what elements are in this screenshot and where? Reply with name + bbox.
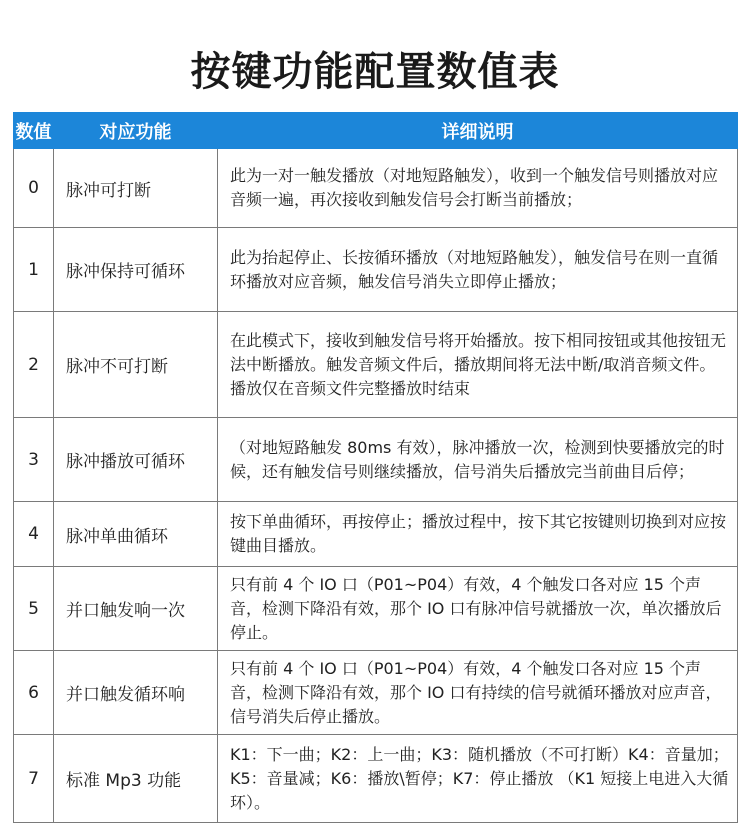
row-function: 脉冲单曲循环 bbox=[54, 502, 218, 567]
row-value: 2 bbox=[14, 312, 54, 418]
header-description: 详细说明 bbox=[218, 113, 738, 149]
table-row bbox=[14, 418, 738, 502]
row-description: （对地短路触发 80ms 有效），脉冲播放一次，检测到快要播放完的时候，还有触发信号则继续播放，信号消失后播放完当前曲目后停； bbox=[218, 418, 738, 502]
row-description: 在此模式下，接收到触发信号将开始播放。按下相同按钮或其他按钮无法中断播放。触发音频文件后，播放期间将无法中断/取消音频文件。播放仅在音频文件完整播放时结束 bbox=[218, 312, 738, 418]
row-function: 脉冲播放可循环 bbox=[54, 418, 218, 502]
row-function: 并口触发响一次 bbox=[54, 567, 218, 651]
row-value: 4 bbox=[14, 502, 54, 567]
row-function: 脉冲可打断 bbox=[54, 149, 218, 228]
table-row bbox=[14, 651, 738, 735]
row-value: 3 bbox=[14, 418, 54, 502]
row-description: 只有前 4 个 IO 口（P01~P04）有效，4 个触发口各对应 15 个声音，检测下降沿有效，那个 IO 口有脉冲信号就播放一次，单次播放后停止。 bbox=[218, 567, 738, 651]
row-value: 7 bbox=[14, 735, 54, 823]
header-function: 对应功能 bbox=[54, 113, 218, 149]
row-description: 此为抬起停止、长按循环播放（对地短路触发），触发信号在则一直循环播放对应音频，触发信号消失立即停止播放； bbox=[218, 228, 738, 312]
row-description: 此为一对一触发播放（对地短路触发），收到一个触发信号则播放对应音频一遍，再次接收到触发信号会打断当前播放； bbox=[218, 149, 738, 228]
row-function: 并口触发循环响 bbox=[54, 651, 218, 735]
page-title: 按键功能配置数值表 bbox=[190, 49, 560, 95]
config-table bbox=[13, 112, 738, 823]
row-function: 脉冲不可打断 bbox=[54, 312, 218, 418]
row-description: 按下单曲循环，再按停止；播放过程中，按下其它按键则切换到对应按键曲目播放。 bbox=[218, 502, 738, 567]
header-value: 数值 bbox=[14, 113, 54, 149]
table-row bbox=[14, 228, 738, 312]
table-row bbox=[14, 735, 738, 823]
row-function: 脉冲保持可循环 bbox=[54, 228, 218, 312]
row-description: 只有前 4 个 IO 口（P01~P04）有效，4 个触发口各对应 15 个声音，检测下降沿有效，那个 IO 口有持续的信号就循环播放对应声音，信号消失后停止播放。 bbox=[218, 651, 738, 735]
row-function: 标准 Mp3 功能 bbox=[54, 735, 218, 823]
table-row bbox=[14, 149, 738, 228]
table-row bbox=[14, 312, 738, 418]
row-value: 5 bbox=[14, 567, 54, 651]
table-header-row bbox=[14, 113, 738, 149]
row-value: 0 bbox=[14, 149, 54, 228]
row-description: K1：下一曲；K2：上一曲；K3：随机播放（不可打断）K4：音量加；K5：音量减；K6：播放\暂停；K7：停止播放 （K1 短接上电进入大循环）。 bbox=[218, 735, 738, 823]
table-row bbox=[14, 502, 738, 567]
table-row bbox=[14, 567, 738, 651]
row-value: 1 bbox=[14, 228, 54, 312]
row-value: 6 bbox=[14, 651, 54, 735]
